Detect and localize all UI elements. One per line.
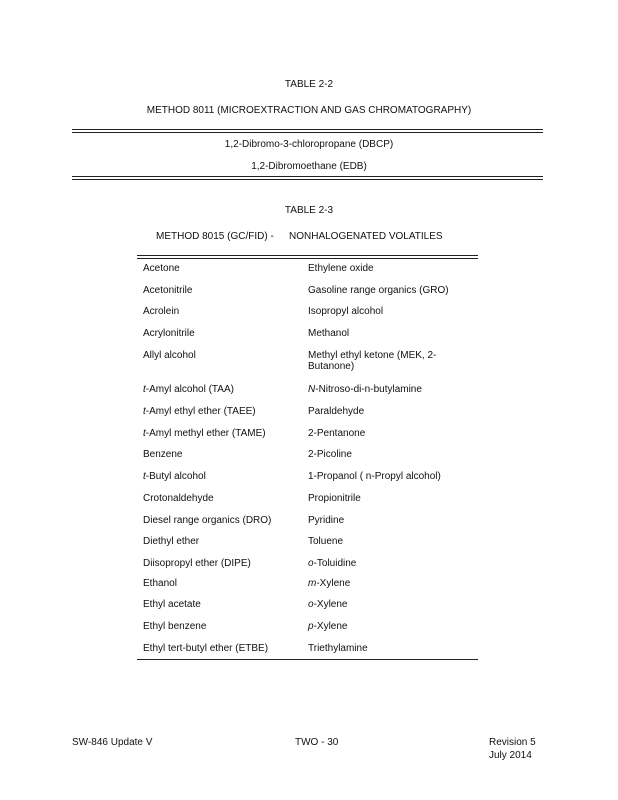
table-row bbox=[143, 350, 473, 384]
chemical-right: m-Xylene bbox=[308, 578, 351, 589]
chemical-right: p-Xylene bbox=[308, 621, 348, 632]
chemical-right: N-Nitroso-di-n-butylamine bbox=[308, 384, 422, 395]
table-2-2-method: METHOD 8011 (MICROEXTRACTION AND GAS CHROMATOGRAPHY) bbox=[146, 105, 472, 116]
chemical-right: 2-Picoline bbox=[308, 449, 352, 460]
table-row bbox=[143, 578, 473, 599]
table-2-3-top-rule-2 bbox=[137, 258, 478, 259]
chemical-left: t-Amyl methyl ether (TAME) bbox=[143, 428, 266, 439]
table-2-2-bottom-rule bbox=[72, 176, 543, 177]
chemical-left: t-Amyl ethyl ether (TAEE) bbox=[143, 406, 256, 417]
footer-date: July 2014 bbox=[489, 750, 532, 761]
chemical-right: Gasoline range organics (GRO) bbox=[308, 285, 449, 296]
table-2-3-bottom-rule bbox=[137, 659, 478, 660]
chemical-left: Acetone bbox=[143, 263, 180, 274]
table-row bbox=[143, 428, 473, 449]
chemical-right: Pyridine bbox=[308, 515, 345, 526]
table-row bbox=[143, 285, 473, 306]
table-row bbox=[143, 406, 473, 428]
chemical-left: Ethyl acetate bbox=[143, 599, 201, 610]
table-2-3-subtitle: NONHALOGENATED VOLATILES bbox=[289, 231, 443, 242]
table-2-3-body bbox=[143, 263, 473, 665]
chemical-left: Acetonitrile bbox=[143, 285, 193, 296]
chemical-left: Ethyl tert-butyl ether (ETBE) bbox=[143, 643, 269, 654]
chemical-left: Benzene bbox=[143, 449, 183, 460]
table-2-2-row: 1,2-Dibromo-3-chloropropane (DBCP) bbox=[224, 139, 394, 150]
table-2-3-title: TABLE 2-3 bbox=[284, 205, 334, 216]
chemical-left: Allyl alcohol bbox=[143, 350, 196, 361]
chemical-left: Ethyl benzene bbox=[143, 621, 207, 632]
table-row bbox=[143, 536, 473, 558]
table-2-3-method: METHOD 8015 (GC/FID) - bbox=[156, 231, 274, 242]
chemical-left: Diethyl ether bbox=[143, 536, 200, 547]
table-row bbox=[143, 471, 473, 493]
chemical-right: 2-Pentanone bbox=[308, 428, 366, 439]
footer-page-number: TWO - 30 bbox=[295, 737, 339, 748]
table-row bbox=[143, 558, 473, 578]
table-2-2-top-rule-2 bbox=[72, 132, 543, 133]
chemical-right: Propionitrile bbox=[308, 493, 361, 504]
table-row bbox=[143, 599, 473, 621]
footer-revision: Revision 5 bbox=[489, 737, 536, 748]
table-row bbox=[143, 328, 473, 350]
chemical-right: o-Toluidine bbox=[308, 558, 357, 569]
table-2-2-top-rule bbox=[72, 129, 543, 130]
chemical-left: Acrolein bbox=[143, 306, 180, 317]
chemical-left: Crotonaldehyde bbox=[143, 493, 214, 504]
chemical-right: Methanol bbox=[308, 328, 350, 339]
chemical-right: Paraldehyde bbox=[308, 406, 365, 417]
chemical-right: Methyl ethyl ketone (MEK, 2-Butanone) bbox=[308, 350, 437, 372]
table-row bbox=[143, 384, 473, 406]
chemical-right: 1-Propanol ( n-Propyl alcohol) bbox=[308, 471, 441, 482]
chemical-right: Isopropyl alcohol bbox=[308, 306, 384, 317]
chemical-right: o-Xylene bbox=[308, 599, 348, 610]
table-row bbox=[143, 449, 473, 471]
chemical-right: Triethylamine bbox=[308, 643, 368, 654]
table-row bbox=[143, 263, 473, 285]
table-2-3-top-rule bbox=[137, 255, 478, 256]
table-2-2-row: 1,2-Dibromoethane (EDB) bbox=[251, 161, 367, 172]
table-row bbox=[143, 306, 473, 328]
chemical-left: Acrylonitrile bbox=[143, 328, 195, 339]
chemical-right: Ethylene oxide bbox=[308, 263, 374, 274]
chemical-left: Diesel range organics (DRO) bbox=[143, 515, 272, 526]
table-row bbox=[143, 515, 473, 536]
table-row bbox=[143, 643, 473, 665]
chemical-left: t-Amyl alcohol (TAA) bbox=[143, 384, 234, 395]
table-row bbox=[143, 493, 473, 515]
table-2-2-title: TABLE 2-2 bbox=[284, 79, 334, 90]
chemical-left: Ethanol bbox=[143, 578, 177, 589]
footer-document-id: SW-846 Update V bbox=[72, 737, 153, 748]
chemical-left: Diisopropyl ether (DIPE) bbox=[143, 558, 251, 569]
chemical-right: Toluene bbox=[308, 536, 344, 547]
table-row bbox=[143, 621, 473, 643]
table-2-2-bottom-rule-2 bbox=[72, 179, 543, 180]
chemical-left: t-Butyl alcohol bbox=[143, 471, 206, 482]
